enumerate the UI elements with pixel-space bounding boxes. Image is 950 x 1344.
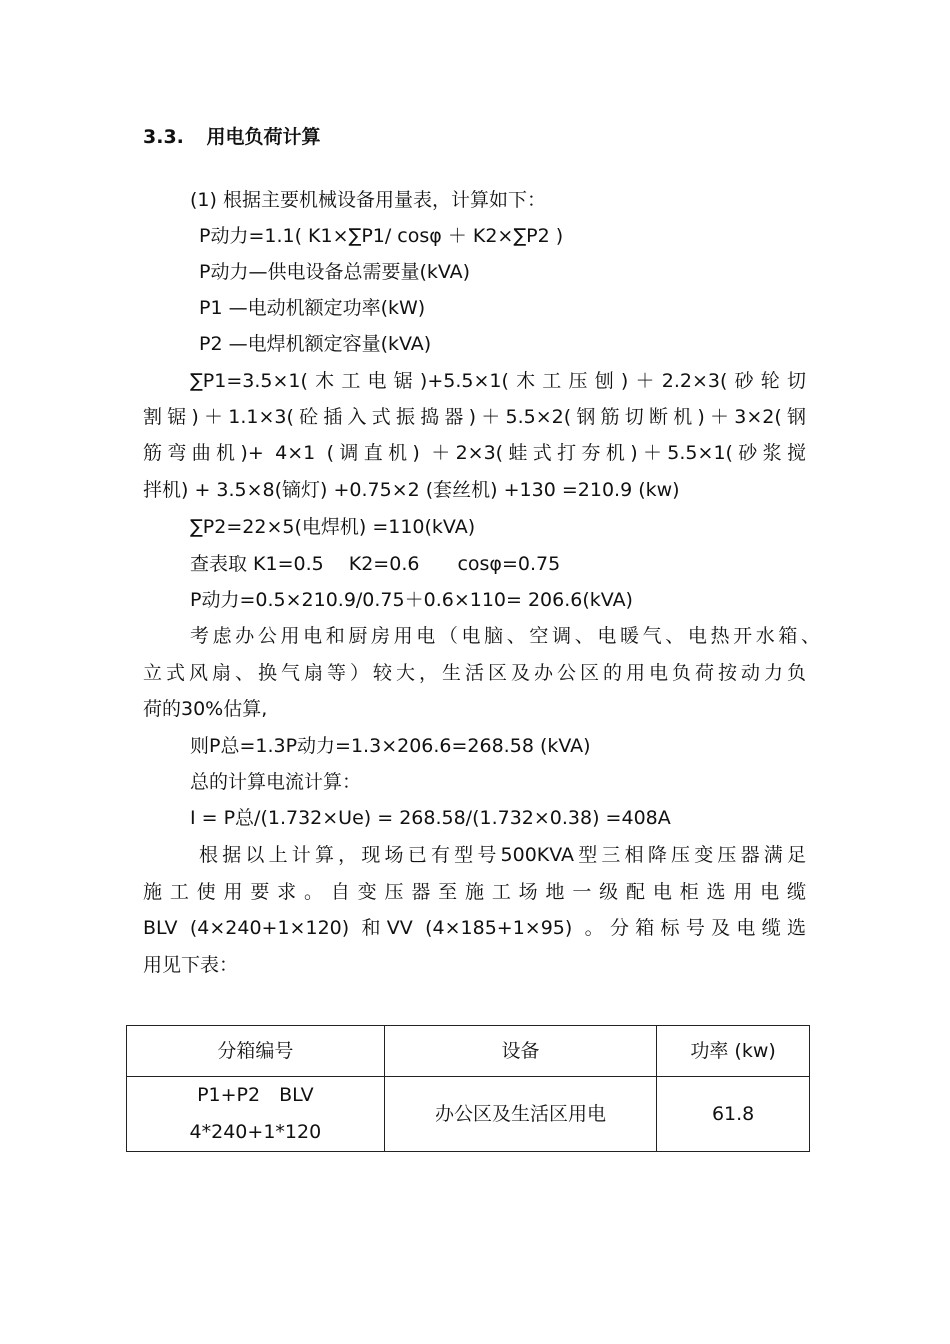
table-header-cell: 功率 (kw) <box>657 1026 810 1077</box>
paragraph-line: 割锯)＋1.1×3(砼插入式振捣器)＋5.5×2(钢筋切断机)＋3×2(钢 <box>143 406 806 428</box>
paragraph-line: 总的计算电流计算： <box>190 771 362 793</box>
paragraph-line: BLV (4×240+1×120) 和VV (4×185+1×95) 。分箱标号及电缆选 <box>143 917 806 939</box>
section-title: 用电负荷计算 <box>206 126 321 148</box>
paragraph-line: 筋弯曲机)+ 4×1 (调直机) ＋2×3(蛙式打夯机)＋5.5×1(砂浆搅 <box>143 442 806 464</box>
formula-line: ∑P2=22×5(电焊机) =110(kVA) <box>190 516 476 538</box>
definition-line: P2 —电焊机额定容量(kVA) <box>199 333 432 355</box>
definition-line: P1 —电动机额定功率(kW) <box>199 297 426 319</box>
paragraph-line: 考虑办公用电和厨房用电（电脑、空调、电暖气、电热开水箱、 <box>190 625 820 647</box>
section-heading <box>143 125 321 149</box>
formula-line: 则P总=1.3P动力=1.3×206.6=268.58 (kVA) <box>190 735 591 757</box>
paragraph-line: 拌机) + 3.5×8(镝灯) +0.75×2 (套丝机) +130 =210.9 (kw) <box>143 479 680 501</box>
formula-line: I = P总/(1.732×Ue) = 268.58/(1.732×0.38) =408A <box>190 807 671 829</box>
table-header-row <box>127 1026 810 1077</box>
paragraph-line: 用见下表： <box>143 954 239 976</box>
equipment-cell: 办公区及生活区用电 <box>384 1077 656 1152</box>
section-number: 3.3. <box>143 126 184 148</box>
box-cell <box>127 1077 385 1152</box>
distribution-box-table <box>126 1025 810 1152</box>
box-id-line: P1+P2 BLV <box>197 1084 314 1106</box>
table-header-cell: 分箱编号 <box>127 1026 385 1077</box>
paragraph-line: 施工使用要求。自变压器至施工场地一级配电柜选用电缆 <box>143 881 806 903</box>
paragraph-line: ∑P1=3.5×1(木工电锯)+5.5×1(木工压刨)＋2.2×3(砂轮切 <box>190 370 806 392</box>
formula-line: P动力=1.1( K1×∑P1/ cosφ ＋ K2×∑P2 ) <box>199 225 564 247</box>
power-cell: 61.8 <box>657 1077 810 1152</box>
table-row <box>127 1077 810 1152</box>
cable-spec-line: 4*240+1*120 <box>189 1121 322 1143</box>
table-header-cell: 设备 <box>384 1026 656 1077</box>
paragraph-line: 立式风扇、换气扇等）较大，生活区及办公区的用电负荷按动力负 <box>143 662 806 684</box>
definition-line: P动力—供电设备总需要量(kVA) <box>199 261 471 283</box>
paragraph-line: 根据以上计算，现场已有型号500KVA型三相降压变压器满足 <box>199 844 806 866</box>
paragraph-line: 荷的30%估算, <box>143 698 268 720</box>
formula-line: 查表取 K1=0.5 K2=0.6 cosφ=0.75 <box>190 553 561 575</box>
formula-line: P动力=0.5×210.9/0.75＋0.6×110= 206.6(kVA) <box>190 589 633 611</box>
paragraph-line: (1) 根据主要机械设备用量表，计算如下： <box>190 189 546 211</box>
